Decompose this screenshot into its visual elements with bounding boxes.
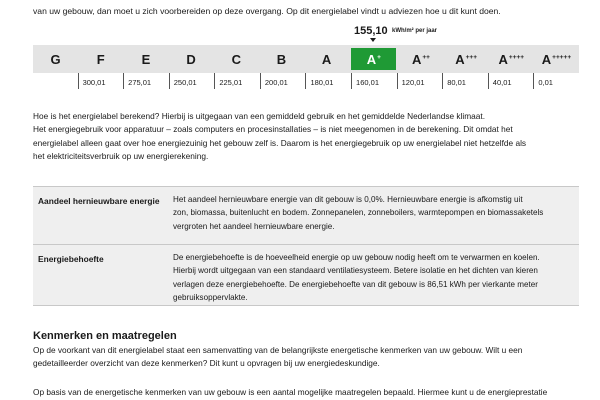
label-letter: G: [50, 51, 61, 67]
explanation-line: Hoe is het energielabel berekend? Hierbij is uitgegaan van een gemiddeld gebruik en het gemiddelde Nederlandse klimaat.: [33, 111, 486, 121]
label-class-a-5plus: [534, 45, 579, 73]
info-line: gebruiksoppervlakte.: [173, 293, 248, 303]
energy-label-thresholds: [33, 73, 579, 89]
threshold-text: 160,01: [356, 78, 379, 87]
label-class-c: [214, 45, 259, 73]
explanation-line: Het energiegebruik voor apparatuur – zoals computers en procesinstallaties – is niet meegenomen in de berekening. Dit omdat het: [33, 124, 513, 135]
threshold-value: [488, 73, 534, 89]
score-value: 155,10: [354, 25, 388, 37]
label-class-f: [78, 45, 123, 73]
label-plus: +: [377, 53, 381, 61]
threshold-value: [351, 73, 397, 89]
info-line: Het aandeel hernieuwbare energie van dit gebouw is 0,0%. Hernieuwbare energie is afkomstig uit: [173, 195, 523, 204]
info-text: [173, 251, 575, 305]
divider: [33, 305, 579, 306]
section-line: Op basis van de energetische kenmerken van uw gebouw is een aantal mogelijke maatregelen bepaald. Hiermee kunt u de energieprestatie: [33, 387, 548, 397]
info-box: [33, 245, 579, 305]
threshold-text: 180,01: [310, 78, 334, 87]
section-line: gedetailleerder overzicht van deze kenmerken? Dit kunt u opvragen bij uw energiedeskundige.: [33, 358, 380, 369]
threshold-text: 225,01: [219, 78, 243, 87]
info-line: De energiebehoefte is de hoeveelheid energie op uw gebouw nodig heeft om te verwarmen en koelen.: [173, 253, 540, 262]
label-letter: E: [141, 51, 151, 67]
score-pointer-icon: [370, 38, 376, 42]
threshold-value: [305, 73, 351, 89]
threshold-value: [33, 73, 78, 89]
info-line: Hierbij wordt uitgegaan van een standaard ventilatiesysteem. Betere isolatie en het dichten van kieren: [173, 266, 538, 276]
threshold-value: [397, 73, 443, 89]
score-unit: kWh/m² per jaar: [392, 28, 438, 34]
threshold-text: 120,01: [401, 78, 425, 87]
label-letter: C: [231, 51, 241, 67]
label-letter: A: [455, 51, 465, 67]
section-title: Kenmerken en maatregelen: [33, 330, 177, 342]
threshold-value: [169, 73, 215, 89]
explanation-line: energielabel alleen gaat over hoe energiezuinig het gebouw zelf is. Daarom is het energiegebruik op uw energielabel niet hetzelfde als: [33, 137, 527, 148]
label-letter: A: [411, 51, 422, 67]
label-class-a-3plus: [444, 45, 489, 73]
info-label: Aandeel hernieuwbare energie: [38, 196, 160, 206]
info-line: vergroten het aandeel hernieuwbare energie.: [173, 221, 335, 231]
label-letter: F: [96, 51, 105, 67]
label-class-e: [123, 45, 168, 73]
info-text: [173, 193, 575, 233]
label-letter: A: [321, 51, 332, 67]
intro-line: van uw gebouw, dan moet u zich voorbereiden op deze overgang. Op dit energielabel vindt u adviezen hoe u dit kunt doen.: [33, 6, 501, 16]
label-class-a-1plus: [351, 48, 396, 70]
label-class-a-2plus: [398, 45, 443, 73]
threshold-text: 275,01: [128, 78, 152, 87]
info-line: verlagen deze energiebehoefte. De energiebehoefte van dit gebouw is 86,51 kWh per vierkante meter: [173, 279, 538, 289]
threshold-value: [260, 73, 306, 89]
label-plus: +++: [465, 53, 478, 61]
info-line: zon, biomassa, buitenlucht en bodem. Zonnepanelen, zonneboilers, warmtepompen en biomassaketels: [173, 208, 544, 218]
threshold-value: [123, 73, 169, 89]
label-letter: A: [541, 51, 552, 67]
label-letter: A: [498, 51, 508, 67]
info-label: Energiebehoefte: [38, 254, 104, 264]
label-class-b: [259, 45, 304, 73]
threshold-text: 80,01: [447, 78, 466, 87]
threshold-text: 250,01: [173, 78, 197, 87]
score-indicator: [0, 25, 600, 37]
threshold-text: 40,01: [492, 78, 512, 87]
threshold-text: 200,01: [264, 78, 288, 87]
label-letter: B: [276, 51, 287, 67]
label-letter: A: [366, 51, 377, 67]
label-class-d: [169, 45, 214, 73]
explanation-line: het elektriciteitsverbruik op uw energierekening.: [33, 151, 209, 162]
threshold-value: [533, 73, 579, 89]
label-letter: D: [186, 51, 196, 67]
label-plus: ++++: [508, 53, 525, 61]
threshold-value: [214, 73, 260, 89]
label-class-a-4plus: [489, 45, 534, 73]
section-paragraph: [33, 344, 593, 371]
threshold-value: [442, 73, 488, 89]
label-plus: ++: [422, 53, 430, 61]
threshold-text: 0,01: [538, 78, 553, 87]
threshold-value: [78, 73, 124, 89]
label-class-a: [304, 45, 349, 73]
label-plus: +++++: [552, 53, 572, 61]
section-line: Op de voorkant van dit energielabel staat een samenvatting van de belangrijkste energetische kenmerken van uw gebouw. Wilt u een: [33, 345, 523, 355]
energy-label-scale: [33, 45, 579, 73]
explanation-paragraph: [33, 110, 593, 164]
section-paragraph-last: [33, 386, 593, 399]
label-class-g: [33, 45, 78, 73]
threshold-text: 300,01: [82, 78, 106, 87]
